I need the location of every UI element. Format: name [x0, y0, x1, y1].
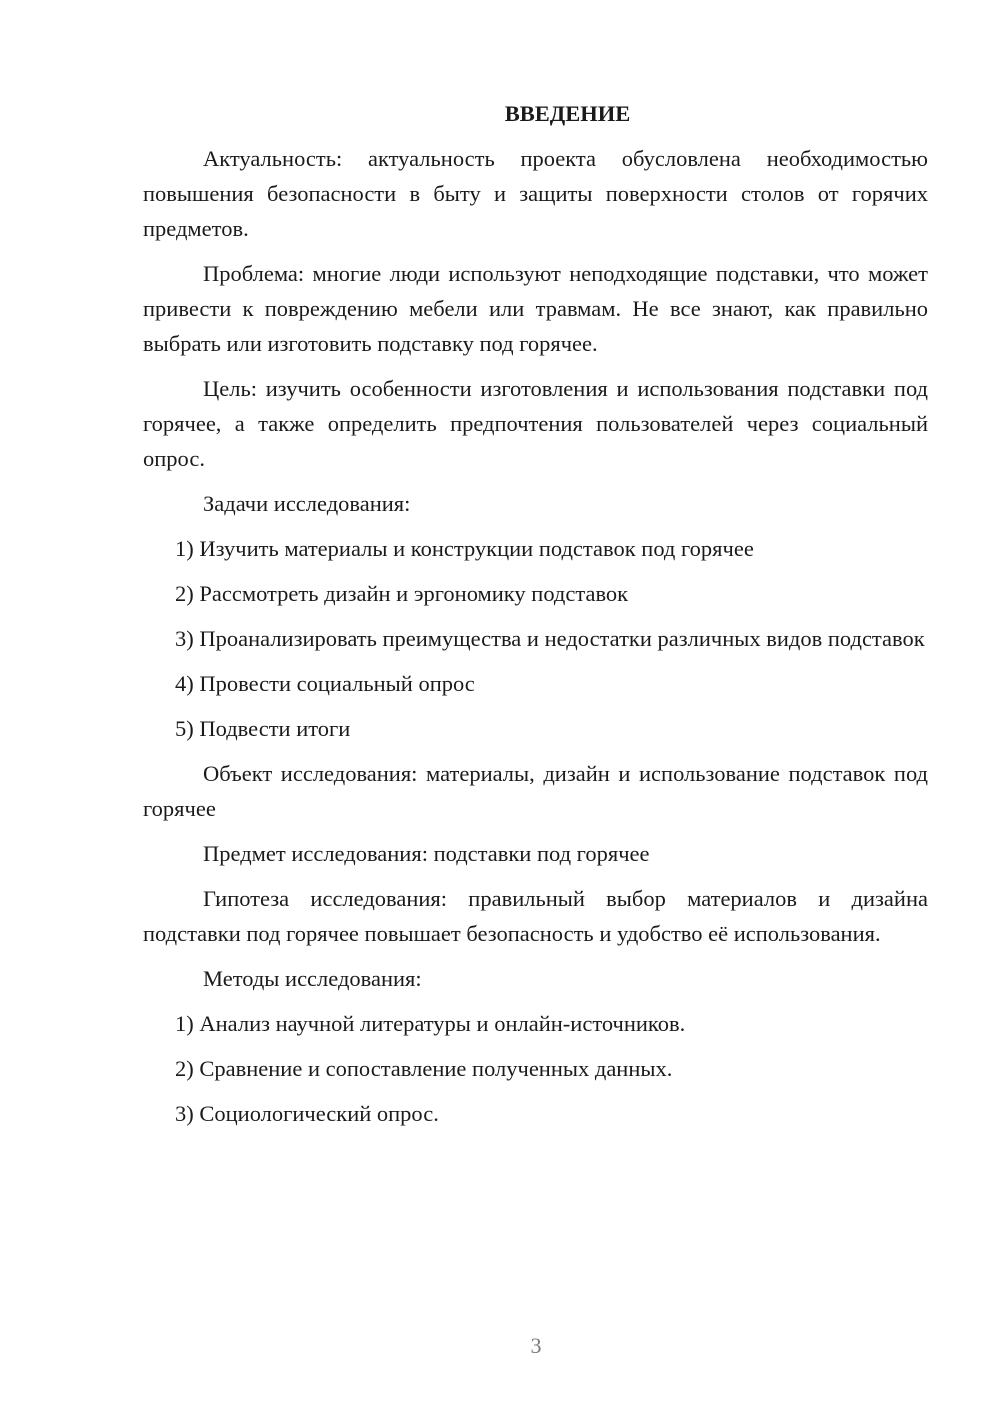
task-item: 5) Подвести итоги — [175, 716, 351, 741]
methods-heading: Методы исследования: — [203, 966, 422, 991]
method-item: 1) Анализ научной литературы и онлайн-источников. — [175, 1011, 686, 1036]
section-title: ВВЕДЕНИЕ — [504, 101, 631, 126]
task-item: 1) Изучить материалы и конструкции подставок под горячее — [175, 536, 754, 561]
task-item: 3) Проанализировать преимущества и недостатки различных видов подставок — [175, 626, 925, 651]
method-item: 3) Социологический опрос. — [175, 1101, 439, 1126]
task-item: 2) Рассмотреть дизайн и эргономику подставок — [175, 581, 629, 606]
page-number: 3 — [530, 1333, 542, 1358]
subject-paragraph: Предмет исследования: подставки под горячее — [203, 841, 650, 866]
hypothesis-paragraph: Гипотеза исследования: правильный выбор материалов и дизайна подставки под горячее повышает безопасность и удобство её использования. — [143, 886, 928, 946]
goal-paragraph: Цель: изучить особенности изготовления и использования подставки под горячее, а также определить предпочтения пользователей через социальный опрос. — [143, 376, 928, 471]
method-item: 2) Сравнение и сопоставление полученных данных. — [175, 1056, 673, 1081]
task-item: 4) Провести социальный опрос — [175, 671, 475, 696]
problem-paragraph: Проблема: многие люди используют неподходящие подставки, что может привести к повреждению мебели или травмам. Не все знают, как правильно выбрать или изготовить подставку под горячее. — [143, 261, 928, 356]
relevance-paragraph: Актуальность: актуальность проекта обусловлена необходимостью повышения безопасности в быту и защиты поверхности столов от горячих предметов. — [143, 146, 928, 241]
tasks-heading: Задачи исследования: — [203, 491, 411, 516]
object-paragraph: Объект исследования: материалы, дизайн и использование подставок под горячее — [143, 761, 928, 821]
document-body — [143, 96, 928, 1141]
